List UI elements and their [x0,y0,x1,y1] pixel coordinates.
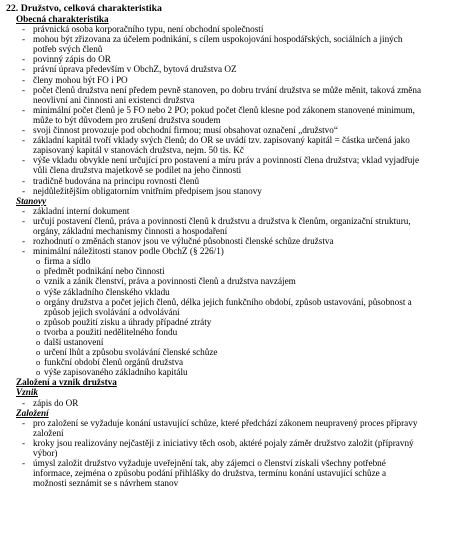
stanovy-sublist [6,256,444,377]
list-item-continuation: výbor) [33,448,58,459]
list-item [22,54,444,64]
general-list [6,24,444,196]
list-item-continuation: informace, zejména o způsobu podání přihlášky do družstva, termínu konání ustavující schůze a [33,468,387,479]
list-item [22,186,444,196]
list-item-text: - úmysl založit družstvo vyžaduje uveřejnění tak, aby zájemci o členství získali všechny potřebné [33,458,386,469]
general-heading: Obecná charakteristika [16,14,109,24]
list-item [22,206,444,216]
list-item-text: - nejdůležitějším obligatorním vnitřním předpisem jsou stanovy [33,185,262,196]
list-item-continuation: způsob jejich svolávání a odvolávání [44,306,180,317]
list-item [36,297,444,317]
list-item-text: o výše základního členského vkladu [44,286,170,297]
list-item [22,135,444,155]
list-item [36,287,444,297]
list-item-text: - tradičně budována na principu rovnosti členů [33,175,200,186]
list-item [36,276,444,286]
list-item-continuation: může to být důvodem pro zrušení družstva soudem [33,114,221,125]
list-item [36,347,444,357]
list-item [36,317,444,327]
list-item-continuation: možnosti seznámit se s návrhem stanov [33,478,179,489]
zalozeni-list [6,418,444,489]
list-item [36,327,444,337]
list-item-continuation: neovlivní ani činnosti ani existenci družstva [33,94,195,105]
list-item [22,85,444,105]
list-item [22,105,444,125]
list-item-text: o firma a sídlo [44,256,91,267]
list-item-text: - základní kapitál tvoří vklady svých členů; do OR se uvádí tzv. zapisovaný kapitál = částka určená jako [33,135,410,146]
list-item-text: o další ustanovení [44,337,104,347]
list-item-text: - zápis do OR [33,397,79,408]
list-item-text: - právní úprava především v ObchZ, bytová družstva OZ [33,64,237,75]
list-item-text: o funkční období členů orgánů družstva [44,357,184,368]
list-item [22,125,444,135]
list-item-text: - mohou být zřizovana za účelem podnikání, s cílem uspokojování hospodářských, sociálních a jiných [33,34,403,45]
list-item [22,64,444,74]
list-item [22,438,444,458]
list-item [36,337,444,347]
list-item-text: o tvorba a použití nedělitelného fondu [44,326,178,337]
list-item-text: - minimální náležitosti stanov podle ObchZ (§ 226/1) [33,246,224,257]
list-item-text: - základní interní dokument [33,205,130,216]
list-item-continuation: zapisovaný kapitál v stanovách družstva, nejm. 50 tis. Kč [33,145,245,156]
list-item [22,236,444,246]
list-item-text: - pro založení se vyžaduje konání ustavující schůze, které předchází zákonem neupravený proces přípravy [33,417,418,428]
list-item-text: - právnická osoba korporačního typu, není obchodní společností [33,24,264,35]
list-item [22,418,444,438]
list-item [22,34,444,54]
list-item-text: o předmět podnikání nebo činnosti [44,266,165,277]
list-item-text: o určení lhůt a způsobu svolávání členské schůze [44,347,218,358]
list-item-text: - svoji činnost provozuje pod obchodní firmou; musí obsahovat označení „družstvo“ [33,125,338,136]
list-item [22,75,444,85]
list-item-text: o způsob použití zisku a úhrady případné ztráty [44,316,212,327]
list-item [36,367,444,377]
list-item [22,458,444,488]
list-item [22,24,444,34]
list-item [22,176,444,186]
stanovy-heading: Stanovy [16,195,47,206]
list-item-text: - členy mohou být FO i PO [33,74,128,85]
list-item-continuation: vůli člena družstva majetkově se podílet na jeho činnosti [33,165,242,176]
list-item [22,155,444,175]
list-item-continuation: potřeb svých členů [33,44,103,55]
zalozeni-heading: Založení [16,407,49,418]
section-title: 22. Družstvo, celková charakteristika [6,3,162,14]
list-item [36,266,444,276]
vznik-list [6,398,444,408]
stanovy-list [6,206,444,256]
list-item-text: - rozhodnutí o změnách stanov jsou ve výlučné působnosti členské schůze družstva [33,236,334,247]
list-item-text: - počet členů družstva není předem pevně stanoven, po dobru trvání družstva se může měnit, taková změna [33,84,422,95]
list-item-text: - povinný zápis do OR [33,54,111,65]
list-item [22,398,444,408]
list-item-text: o výše zapisovaného základního kapitálu [44,367,188,378]
list-item-continuation: založení [33,427,64,438]
vznik-heading: Vznik [16,387,38,398]
list-item-text: o vznik a zánik členství, práva a povinnosti členů a družstva navzájem [44,276,296,287]
list-item [22,246,444,256]
list-item [36,357,444,367]
list-item-text: - výše vkladu obvykle není určující pro postavení a míru práv a povinností člena družstva; vklad vyjadřuje [33,155,420,166]
list-item [36,256,444,266]
list-item-continuation: orgány, základní mechanismy činnosti a hospodaření [33,225,228,236]
list-item-text: - minimální počet členů je 5 FO nebo 2 PO; pokud počet členů klesne pod zákonem stanovené minimum, [33,104,415,115]
founding-heading: Založení a vznik družstva [16,377,117,388]
list-item [22,216,444,236]
list-item-text: - určují postavení členů, práva a povinnosti členů k družstvu a družstva k členům, organizační strukturu, [33,215,411,226]
list-item-text: o orgány družstva a počet jejich členů, délka jejich funkčního období, způsob ustavování, působnost a [44,296,412,307]
list-item-text: - kroky jsou realizovány nejčastěji z iniciativy těch osob, aktéré pojaly záměr družstvo založit (přípravný [33,437,414,448]
